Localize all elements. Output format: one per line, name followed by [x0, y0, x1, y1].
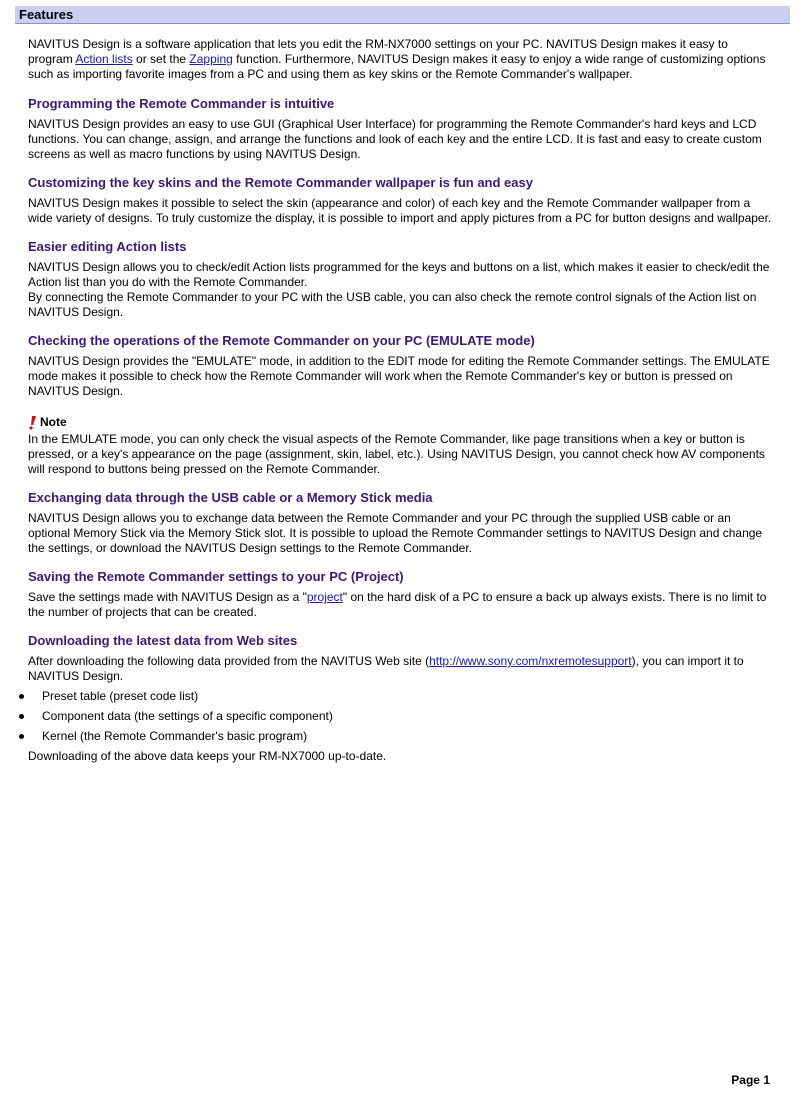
list-item	[28, 729, 773, 744]
closing-text: Downloading of the above data keeps your RM-NX7000 up-to-date.	[28, 749, 387, 763]
nxremotesupport-link[interactable]: http://www.sony.com/nxremotesupport	[429, 654, 632, 668]
project-text-1: Save the settings made with NAVITUS Design as a "	[28, 590, 307, 604]
section-body: NAVITUS Design allows you to check/edit Action lists programmed for the keys and buttons on a list, which makes it easier to check/edit the Action list than you do with the Remote Commander.	[28, 260, 770, 289]
warning-icon	[28, 416, 37, 430]
zapping-link[interactable]: Zapping	[189, 52, 233, 66]
bullet-icon	[19, 694, 24, 699]
intro-paragraph	[28, 37, 773, 82]
download-text-1: After downloading the following data provided from the NAVITUS Web site (	[28, 654, 430, 668]
section-programming	[28, 96, 773, 162]
note-label: Note	[40, 415, 67, 429]
download-list	[28, 689, 773, 744]
section-saving-project	[28, 569, 773, 620]
section-heading: Customizing the key skins and the Remote Commander wallpaper is fun and easy	[28, 175, 533, 190]
section-heading: Programming the Remote Commander is intuitive	[28, 96, 335, 111]
content	[28, 37, 773, 764]
section-body: NAVITUS Design allows you to exchange data between the Remote Commander and your PC through the supplied USB cable or an optional Memory Stick via the Memory Stick slot. It is possible to upload the Remote Commander settings to NAVITUS Design and change the settings, or download the NAVITUS Design settings to the Remote Commander.	[28, 511, 763, 555]
bullet-icon	[19, 714, 24, 719]
section-body	[28, 654, 773, 684]
section-heading: Downloading the latest data from Web sites	[28, 633, 298, 648]
section-emulate-mode	[28, 333, 773, 477]
page-title: Features	[19, 7, 74, 22]
section-exchanging-data	[28, 490, 773, 556]
list-item	[28, 689, 773, 704]
note-body: In the EMULATE mode, you can only check the visual aspects of the Remote Commander, like page transitions when a key or button is pressed, or a key's appearance on the page (assignment, skin, label, etc.). Using NAVITUS Design, you cannot check how AV components will respond to buttons being pressed on the Remote Commander.	[28, 432, 765, 476]
bullet-icon	[19, 734, 24, 739]
section-heading: Saving the Remote Commander settings to your PC (Project)	[28, 569, 404, 584]
section-body: NAVITUS Design makes it possible to select the skin (appearance and color) of each key and the Remote Commander wallpaper from a wide variety of designs. To truly customize the display, it is possible to import and apply pictures from a PC for button designs and wallpaper.	[28, 196, 772, 225]
header-bar	[15, 6, 790, 24]
section-customizing	[28, 175, 773, 226]
list-item	[28, 709, 773, 724]
intro-text-2: or set the	[132, 52, 190, 66]
list-item-text: Preset table (preset code list)	[42, 689, 199, 703]
section-heading: Exchanging data through the USB cable or a Memory Stick media	[28, 490, 433, 505]
intro-text-3: function. Furthermore, NAVITUS Design makes it easy to enjoy a wide range of customizing options such as importing favorite images from a PC and using them as key skins or the Remote Commander's wallpaper.	[28, 52, 766, 81]
project-link[interactable]: project	[306, 590, 343, 604]
section-editing-action-lists	[28, 239, 773, 320]
section-body: NAVITUS Design provides an easy to use GUI (Graphical User Interface) for programming the Remote Commander's hard keys and LCD functions. You can change, assign, and arrange the functions and look of each key and the entire LCD. It is fast and easy to create custom screens as well as macro functions by using NAVITUS Design.	[28, 117, 762, 161]
section-body: NAVITUS Design provides the "EMULATE" mode, in addition to the EDIT mode for editing the Remote Commander settings. The EMULATE mode makes it possible to check how the Remote Commander will work when the Remote Commander's key or button is pressed on NAVITUS Design.	[28, 354, 770, 398]
list-item-text: Kernel (the Remote Commander's basic program)	[42, 729, 308, 743]
page-number: Page 1	[731, 1073, 770, 1087]
download-text-2: ), you can import it to NAVITUS Design.	[28, 654, 744, 683]
section-downloading	[28, 633, 773, 764]
list-item-text: Component data (the settings of a specific component)	[42, 709, 333, 723]
section-body-2: By connecting the Remote Commander to your PC with the USB cable, you can also check the remote control signals of the Action list on NAVITUS Design.	[28, 290, 757, 319]
section-body	[28, 590, 773, 620]
action-lists-link[interactable]: Action lists	[75, 52, 133, 66]
intro-text-1: NAVITUS Design is a software application that lets you edit the RM-NX7000 settings on your PC. NAVITUS Design makes it easy to program	[28, 37, 728, 66]
project-text-2: " on the hard disk of a PC to ensure a back up always exists. There is no limit to the number of projects that can be created.	[28, 590, 767, 619]
section-heading: Checking the operations of the Remote Commander on your PC (EMULATE mode)	[28, 333, 535, 348]
section-heading: Easier editing Action lists	[28, 239, 187, 254]
note-header	[28, 415, 773, 430]
